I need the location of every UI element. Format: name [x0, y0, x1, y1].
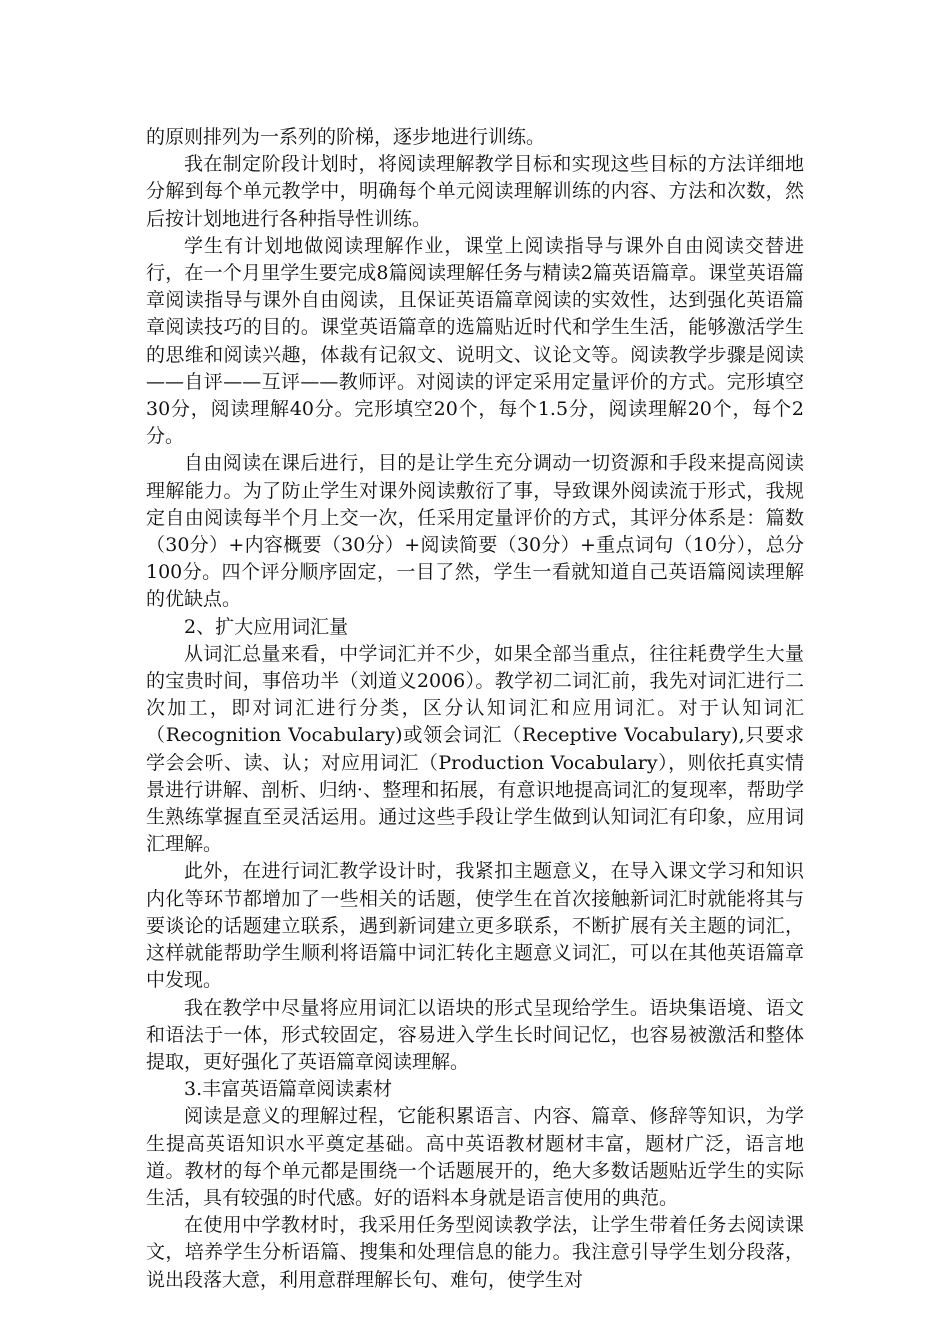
paragraph: 的原则排列为一系列的阶梯，逐步地进行训练。: [146, 126, 546, 148]
paragraph: 学生有计划地做阅读理解作业，课堂上阅读指导与课外自由阅读交替进行，在一个月里学生要完成8篇阅读理解任务与精读2篇英语篇章。课堂英语篇章阅读指导与课外自由阅读，且保证英语篇章阅读的实效性，达到强化英语篇章阅读技巧的目的。课堂英语篇章的选篇贴近时代和学生生活，能够激活学生的思维和阅读兴趣，体裁有记叙文、说明文、议论文等。阅读教学步骤是阅读——自评——互评——教师评。对阅读的评定采用定量评价的方式。完形填空30分，阅读理解40分。完形填空20个，每个1.5分，阅读理解20个，每个2分。: [146, 234, 804, 448]
section-heading: 3.丰富英语篇章阅读素材: [184, 1078, 393, 1101]
paragraph: 自由阅读在课后进行，目的是让学生充分调动一切资源和手段来提高阅读理解能力。为了防止学生对课外阅读敷衍了事，导致课外阅读流于形式，我规定自由阅读每半个月上交一次，任采用定量评价的方式，其评分体系是：篇数（30分）+内容概要（30分）+阅读简要（30分）+重点词句（10分），总分100分。四个评分顺序固定，一目了然，学生一看就知道自己英语篇阅读理解的优缺点。: [146, 452, 804, 611]
paragraph: 我在教学中尽量将应用词汇以语块的形式呈现给学生。语块集语境、语文和语法于一体，形式较固定，容易进入学生长时间记忆，也容易被激活和整体提取，更好强化了英语篇章阅读理解。: [146, 996, 804, 1073]
paragraph: 阅读是意义的理解过程，它能积累语言、内容、篇章、修辞等知识，为学生提高英语知识水平奠定基础。高中英语教材题材丰富，题材广泛，语言地道。教材的每个单元都是围绕一个话题展开的，绝大多数话题贴近学生的实际生活，具有较强的时代感。好的语料本身就是语言使用的典范。: [146, 1105, 804, 1209]
paragraph: 此外，在进行词汇教学设计时，我紧扣主题意义，在导入课文学习和知识内化等环节都增加了一些相关的话题，使学生在首次接触新词汇时就能将其与要谈论的话题建立联系，遇到新词建立更多联系，不断扩展有关主题的词汇，这样就能帮助学生顺利将语篇中词汇转化主题意义词汇，可以在其他英语篇章中发现。: [146, 860, 804, 992]
document-body: [146, 124, 804, 1294]
paragraph: 我在制定阶段计划时，将阅读理解教学目标和实现这些目标的方法详细地分解到每个单元教学中，明确每个单元阅读理解训练的内容、方法和次数，然后按计划地进行各种指导性训练。: [146, 153, 804, 230]
paragraph: 从词汇总量来看，中学词汇并不少，如果全部当重点，往往耗费学生大量的宝贵时间，事倍功半（刘道义2006）。教学初二词汇前，我先对词汇进行二次加工，即对词汇进行分类，区分认知词汇和应用词汇。对于认知词汇（Recognition Vocabulary)或领会词汇（Receptive Vocabulary),只要求学会会听、读、认；对应用词汇（Production Vocabulary），则依托真实情景进行讲解、剖析、归纳·、整理和拓展，有意识地提高词汇的复现率，帮助学生熟练掌握直至灵活运用。通过这些手段让学生做到认知词汇有印象，应用词汇理解。: [146, 642, 804, 856]
section-heading: 2、扩大应用词汇量: [184, 615, 349, 638]
paragraph: 在使用中学教材时，我采用任务型阅读教学法，让学生带着任务去阅读课文，培养学生分析语篇、搜集和处理信息的能力。我注意引导学生划分段落，说出段落大意，利用意群理解长句、难句，使学生对: [146, 1214, 804, 1291]
